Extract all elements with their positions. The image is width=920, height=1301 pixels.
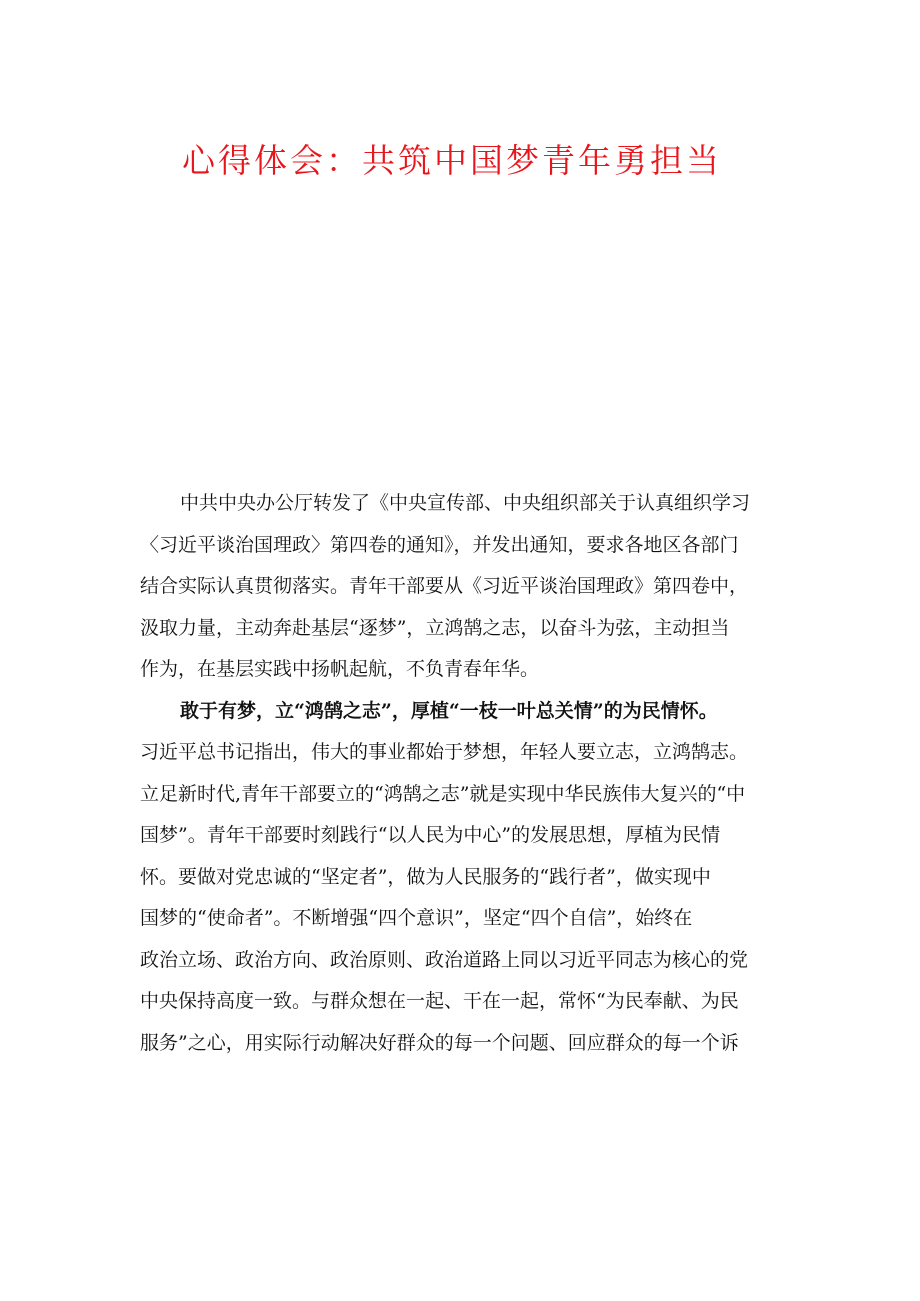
- paragraph-line: 政治立场、政治方向、政治原则、政治道路上同以习近平同志为核心的党: [140, 948, 749, 971]
- paragraph-line: 立足新时代,青年干部要立的“鸿鹄之志”就是实现中华民族伟大复兴的“中: [140, 782, 746, 805]
- paragraph-line: 国梦”。青年干部要时刻践行“以人民为中心”的发展思想，厚植为民情: [140, 824, 721, 846]
- paragraph-line: 怀。要做对党忠诚的“坚定者”，做为人民服务的“践行者”，做实现中: [140, 865, 711, 888]
- paragraph-line: 服务”之心，用实际行动解决好群众的每一个问题、回应群众的每一个诉: [140, 1031, 739, 1054]
- paragraph-line: 中共中央办公厅转发了《中央宣传部、中央组织部关于认真组织学习: [180, 492, 751, 514]
- document-body: [140, 483, 790, 1064]
- paragraph-line: 〈习近平谈治国理政〉第四卷的通知》，并发出通知，要求各地区各部门: [140, 533, 739, 556]
- paragraph-line: 中央保持高度一致。与群众想在一起、干在一起，常怀“为民奉献、为民: [140, 990, 739, 1012]
- document-title: 心得体会：共筑中国梦青年勇担当: [182, 141, 722, 180]
- paragraph-line: 国梦的“使命者”。不断增强“四个意识”，坚定“四个自信”，始终在: [140, 907, 693, 929]
- paragraph-line: 结合实际认真贯彻落实。青年干部要从《习近平谈治国理政》第四卷中，: [140, 575, 749, 597]
- paragraph-line: 作为，在基层实践中扬帆起航，不负青春年华。: [140, 658, 540, 680]
- paragraph-line: 习近平总书记指出，伟大的事业都始于梦想，年轻人要立志，立鸿鹄志。: [140, 741, 749, 763]
- section-heading: 敢于有梦，立“鸿鹄之志”，厚植“一枝一叶总关情”的为民情怀。: [180, 699, 718, 722]
- paragraph-line: 汲取力量，主动奔赴基层“逐梦”，立鸿鹄之志，以奋斗为弦，主动担当: [140, 616, 730, 639]
